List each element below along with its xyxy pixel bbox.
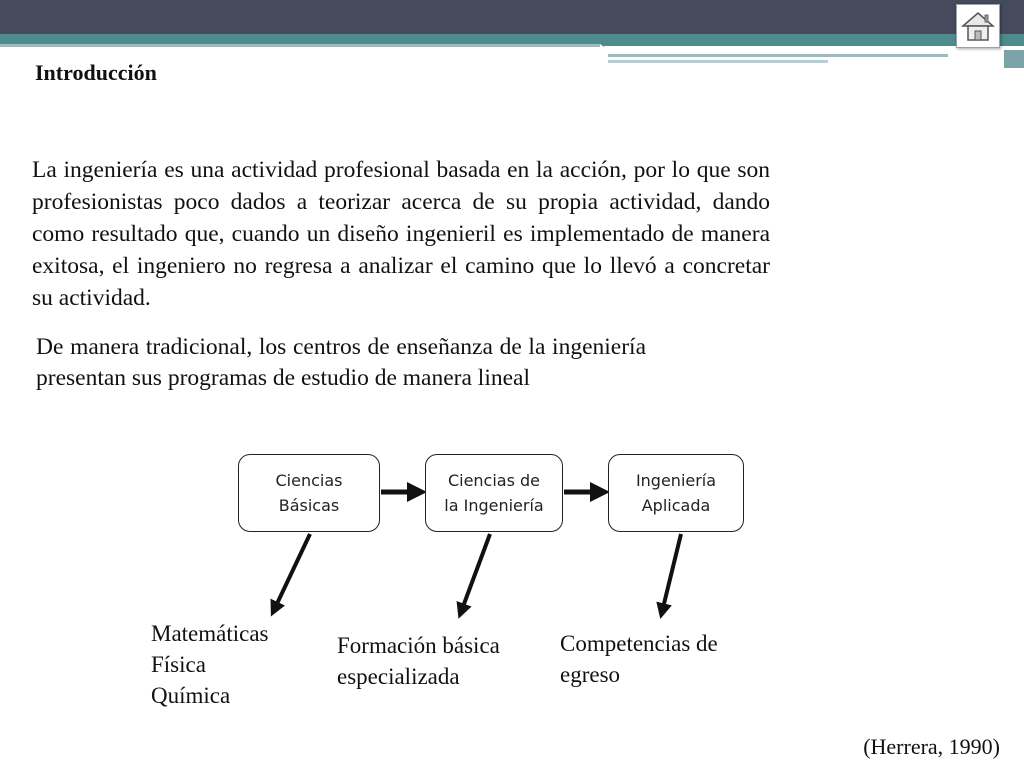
home-button[interactable] — [956, 4, 1000, 48]
output-ingenieria: Formación básica especializada — [337, 633, 500, 689]
box-ciencias-ingenieria: Ciencias de la Ingeniería — [425, 454, 563, 532]
arrow-basicas-down — [274, 534, 310, 610]
header-light-line-2 — [608, 60, 828, 63]
box-ingenieria-aplicada: Ingeniería Aplicada — [608, 454, 744, 532]
output-basicas: Matemáticas Física Química — [151, 621, 269, 708]
header-corner-block — [1004, 50, 1024, 68]
output-aplicada: Competencias de egreso — [560, 631, 718, 687]
slide-title: Introducción — [35, 60, 157, 85]
intro-paragraph: La ingeniería es una actividad profesional basada en la acción, por lo que son profesionistas poco dados a teorizar acerca de su propia actividad, dando como resultado que, cuando un diseño ingenieril es implementado de manera exitosa, el ingeniero no regresa a analizar el camino que lo llevó a concretar su actividad. — [32, 157, 770, 311]
header-dark-band — [0, 0, 1024, 34]
box-ciencias-basicas: Ciencias Básicas — [238, 454, 380, 532]
arrow-ingenieria-down — [461, 534, 490, 612]
citation: (Herrera, 1990) — [863, 734, 1000, 759]
header-light-line-1 — [608, 54, 948, 57]
arrow-aplicada-down — [662, 534, 681, 612]
header-light-line-left — [0, 44, 600, 47]
home-icon — [957, 5, 999, 47]
linear-programs-paragraph: De manera tradicional, los centros de enseñanza de la ingeniería presentan sus programas de estudio de manera lineal — [36, 334, 646, 391]
